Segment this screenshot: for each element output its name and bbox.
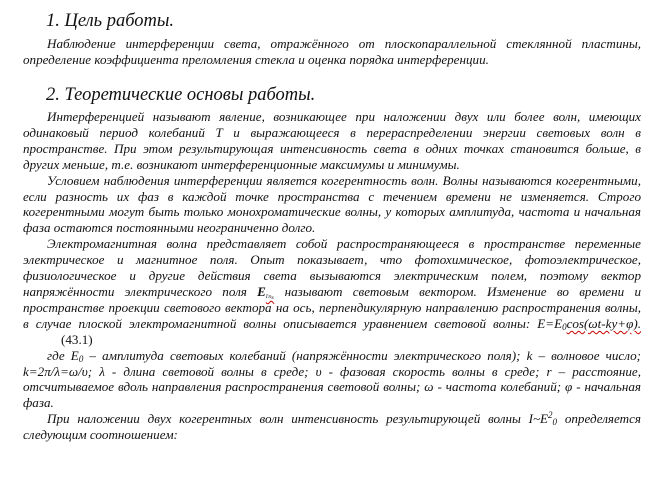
theory-paragraph-em-wave: Электромагнитная волна представляет собой распространяющееся в пространстве переменные электрическое и магнитное поля. Опыт показывает, что фотохимическое, фотоэлектрическое, физиологическое и другие действия света вызываются электрическим полем, поэтому вектор напряжённости электрического поля $E_{_{lnx}}$ называют световым вектором. Изменение во времени и пространстве проекции светового вектора на ось, перпендикулярную направлению распространения волны, в случае плоской электромагнитной волны описывается уравнением световой волны: $E=E_0\cos(\omega t-ky+\varphi).(43.1)$ [23,236,642,347]
light-vector-subscript: ₗₙₓ [265,289,275,300]
theory-paragraph-coherence: Условием наблюдения интерференции является когерентность волн. Волны называются когерентными, если разность их фаз в каждой точке пространства с течением времени не изменяется. Строго когерентными могут быть только монохроматические волны, у которых амплитуда, частота и начальная фаза остаются постоянными неограниченно долго. [23,172,641,236]
theory-paragraph-intensity: При наложении двух когерентных волн интенсивность результирующей волны $I\sim E^2_0$ определяется следующим соотношением: [23,410,641,443]
section-heading-theory: 2. Теоретические основы работы. [46,85,316,105]
section-theory-body [23,109,641,443]
section-goal-body [23,36,641,68]
equation-number: (43.1) [61,331,93,347]
theory-paragraph-definitions: где $E_0$ – амплитуда световых колебаний (напряжённости электрического поля); k – волновое число; k=2π/λ=ω/υ; λ - длина световой волны в среде; υ - фазовая скорость волны в среде; r – расстояние, отсчитываемое вдоль направления распространения световой волны; ω - частота колебаний; φ - начальная фаза. [23,347,641,411]
goal-paragraph: Наблюдение интерференции света, отражённого от плоскопараллельной стеклянной пластины, определение коэффициента преломления стекла и оценка порядка интерференции. [23,36,641,67]
wave-equation: $E=E_0\cos(\omega t-ky+\varphi)$. [537,315,641,332]
section-heading-goal: 1. Цель работы. [46,11,175,31]
theory-paragraph-interference: Интерференцией называют явление, возникающее при наложении двух или более волн, имеющих одинаковый период колебаний T и выражающееся в перераспределении энергии световых волн в пространстве. При этом результирующая интенсивность света в одних точках становится больше, в других меньше, т.е. возникают интерференционные максимумы и минимумы. [23,109,641,172]
light-vector-symbol: E [257,283,266,299]
